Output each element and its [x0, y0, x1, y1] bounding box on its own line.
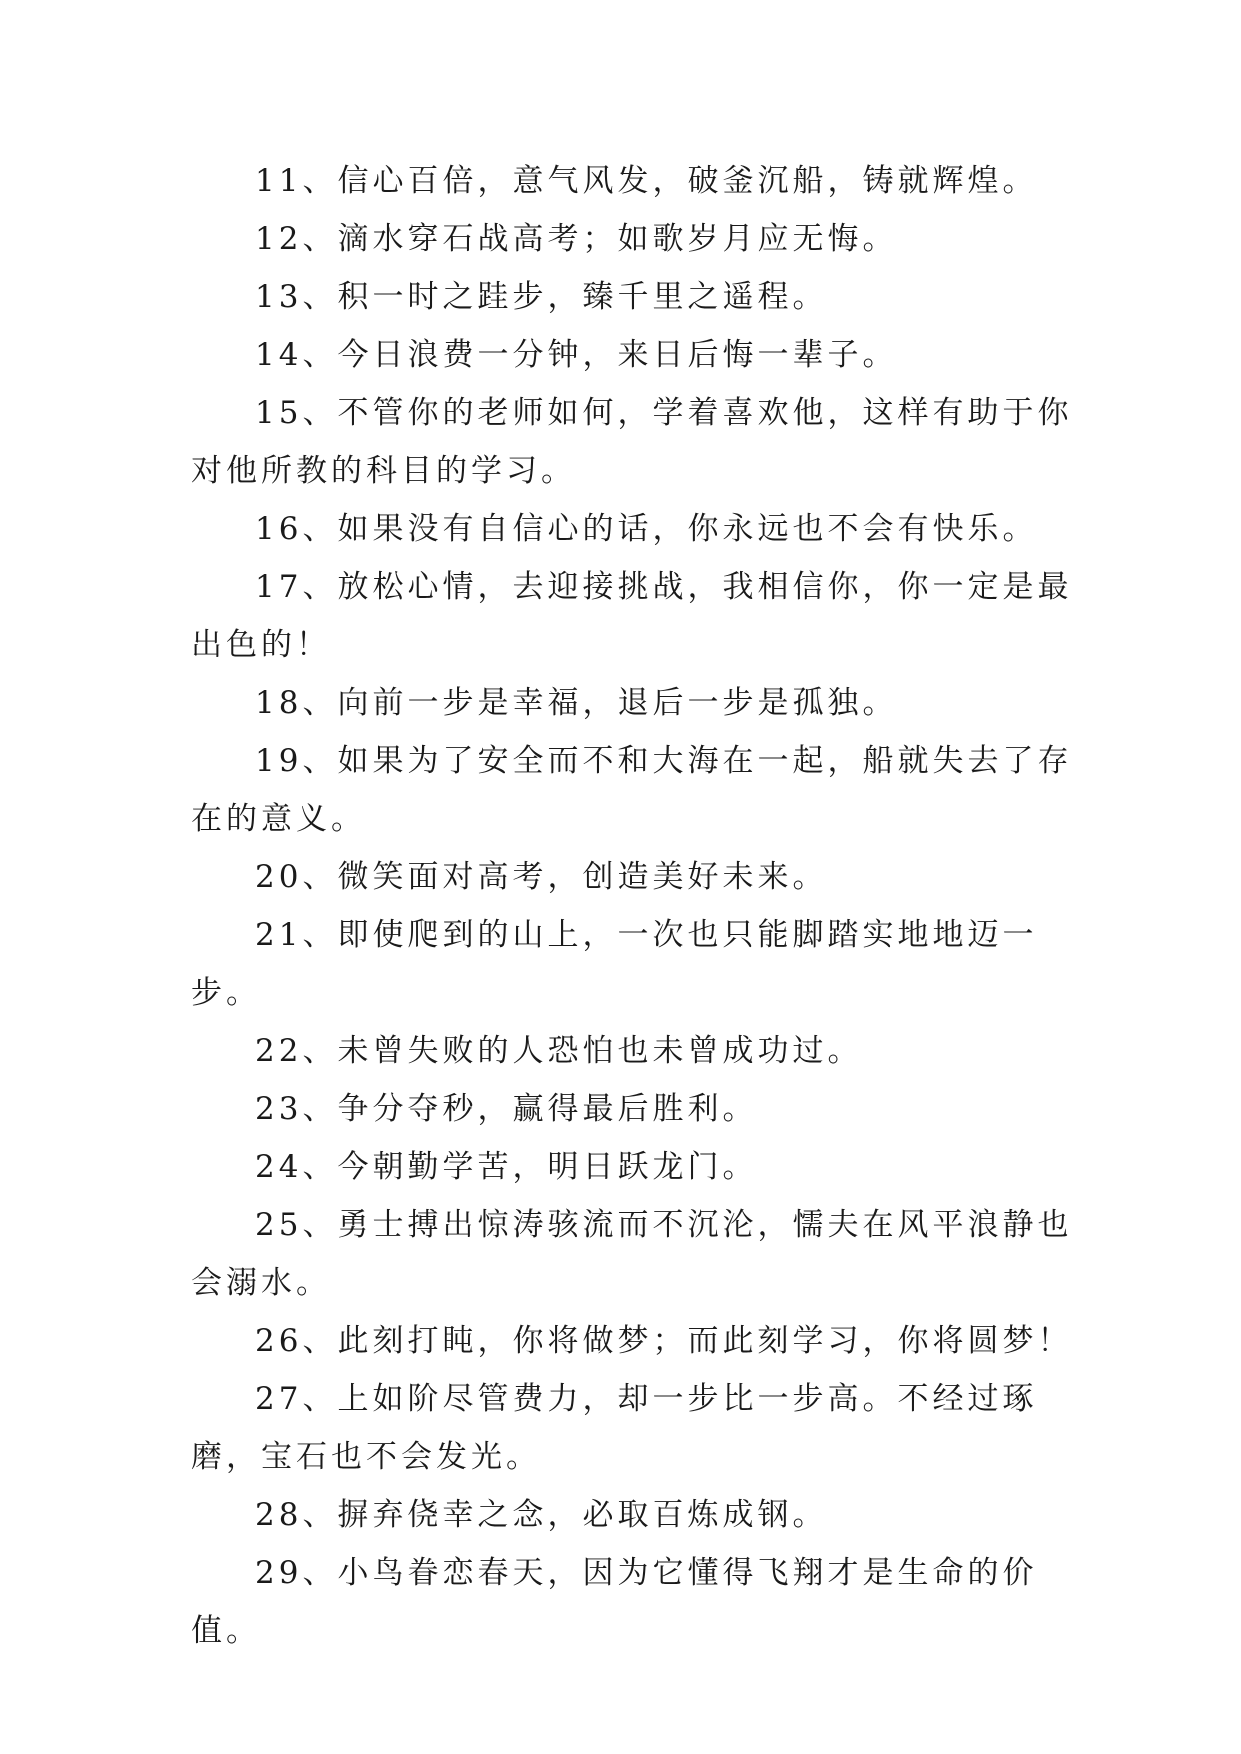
list-item: 19、如果为了安全而不和大海在一起，船就失去了存在的意义。	[191, 743, 1073, 837]
list-item: 24、今朝勤学苦，明日跃龙门。	[255, 1149, 758, 1185]
list-item: 23、争分夺秒，赢得最后胜利。	[255, 1091, 758, 1127]
list-item: 15、不管你的老师如何，学着喜欢他，这样有助于你对他所教的科目的学习。	[191, 395, 1073, 489]
list-item: 21、即使爬到的山上，一次也只能脚踏实地地迈一步。	[191, 917, 1038, 1011]
list-item: 27、上如阶尽管费力，却一步比一步高。不经过琢磨，宝石也不会发光。	[191, 1381, 1038, 1475]
list-item: 26、此刻打盹，你将做梦；而此刻学习，你将圆梦！	[255, 1323, 1073, 1359]
list-item: 20、微笑面对高考，创造美好未来。	[255, 859, 828, 895]
list-item: 29、小鸟眷恋春天，因为它懂得飞翔才是生命的价值。	[191, 1555, 1038, 1649]
list-item: 17、放松心情，去迎接挑战，我相信你，你一定是最出色的！	[191, 569, 1073, 663]
list-item: 25、勇士搏出惊涛骇流而不沉沦，懦夫在风平浪静也会溺水。	[191, 1207, 1073, 1301]
list-item: 14、今日浪费一分钟，来日后悔一辈子。	[255, 337, 898, 373]
list-item: 18、向前一步是幸福，退后一步是孤独。	[255, 685, 898, 721]
document-body	[191, 152, 1076, 1660]
list-item: 28、摒弃侥幸之念，必取百炼成钢。	[255, 1497, 828, 1533]
list-item: 11、信心百倍，意气风发，破釜沉船，铸就辉煌。	[255, 163, 1038, 199]
list-item: 13、积一时之跬步，臻千里之遥程。	[255, 279, 828, 315]
list-item: 22、未曾失败的人恐怕也未曾成功过。	[255, 1033, 863, 1069]
list-item: 12、滴水穿石战高考；如歌岁月应无悔。	[255, 221, 898, 257]
list-item: 16、如果没有自信心的话，你永远也不会有快乐。	[255, 511, 1038, 547]
